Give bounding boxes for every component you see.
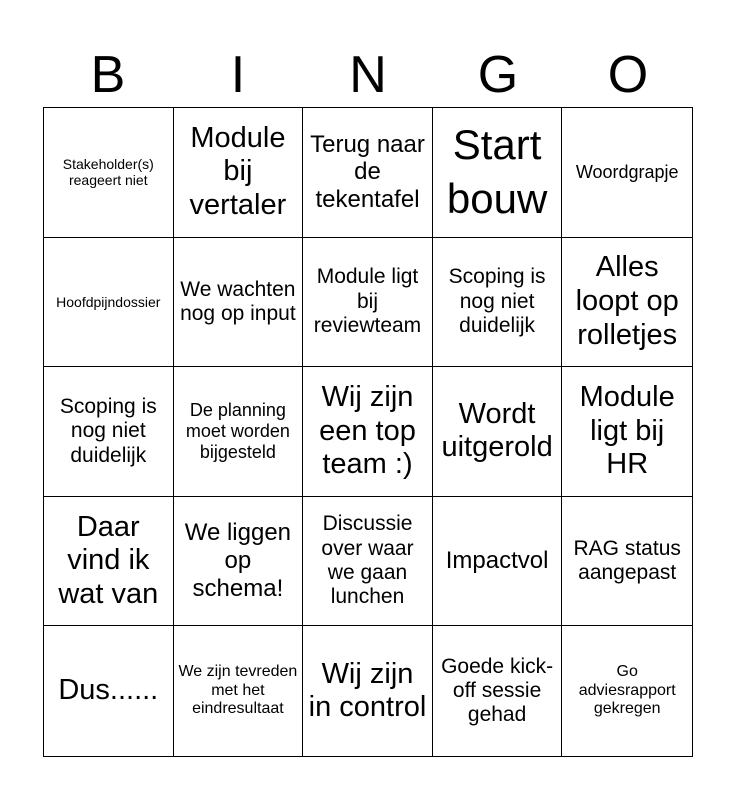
header-letter-o: O [607, 46, 649, 104]
bingo-cell-r3-c2[interactable]: De planning moet worden bijgesteld [174, 367, 304, 497]
bingo-cell-r3-c5[interactable]: Module ligt bij HR [562, 367, 692, 497]
bingo-cell-r2-c4[interactable]: Scoping is nog niet duidelijk [433, 238, 563, 368]
bingo-cell-r5-c3[interactable]: Wij zijn in control [303, 626, 433, 756]
bingo-cell-r3-c1[interactable]: Scoping is nog niet duidelijk [44, 367, 174, 497]
bingo-cell-r2-c3[interactable]: Module ligt bij reviewteam [303, 238, 433, 368]
header-letter-i: I [230, 46, 246, 104]
bingo-cell-r4-c3[interactable]: Discussie over waar we gaan lunchen [303, 497, 433, 627]
bingo-cell-r1-c5[interactable]: Woordgrapje [562, 108, 692, 238]
bingo-cell-r2-c2[interactable]: We wachten nog op input [174, 238, 304, 368]
bingo-cell-r5-c2[interactable]: We zijn tevreden met het eindresultaat [174, 626, 304, 756]
bingo-cell-r2-c1[interactable]: Hoofdpijndossier [44, 238, 174, 368]
bingo-cell-r5-c1[interactable]: Dus...... [44, 626, 174, 756]
bingo-cell-r1-c1[interactable]: Stakeholder(s) reageert niet [44, 108, 174, 238]
bingo-cell-r1-c3[interactable]: Terug naar de tekentafel [303, 108, 433, 238]
bingo-cell-r5-c4[interactable]: Goede kick-off sessie gehad [433, 626, 563, 756]
bingo-cell-r1-c4[interactable]: Start bouw [433, 108, 563, 238]
bingo-cell-r4-c1[interactable]: Daar vind ik wat van [44, 497, 174, 627]
bingo-cell-r1-c2[interactable]: Module bij vertaler [174, 108, 304, 238]
bingo-cell-r4-c5[interactable]: RAG status aangepast [562, 497, 692, 627]
bingo-cell-r4-c2[interactable]: We liggen op schema! [174, 497, 304, 627]
bingo-board [43, 107, 693, 757]
bingo-cell-r4-c4[interactable]: Impactvol [433, 497, 563, 627]
bingo-cell-r3-c4[interactable]: Wordt uitgerold [433, 367, 563, 497]
header-letter-n: N [349, 46, 387, 104]
bingo-cell-r5-c5[interactable]: Go adviesrapport gekregen [578, 663, 676, 718]
header-letter-g: G [477, 46, 519, 104]
bingo-header [43, 44, 693, 106]
header-letter-b: B [90, 46, 126, 104]
bingo-cell-r2-c5[interactable]: Alles loopt op rolletjes [562, 238, 692, 368]
bingo-cell-r3-c3[interactable]: Wij zijn een top team :) [303, 367, 433, 497]
